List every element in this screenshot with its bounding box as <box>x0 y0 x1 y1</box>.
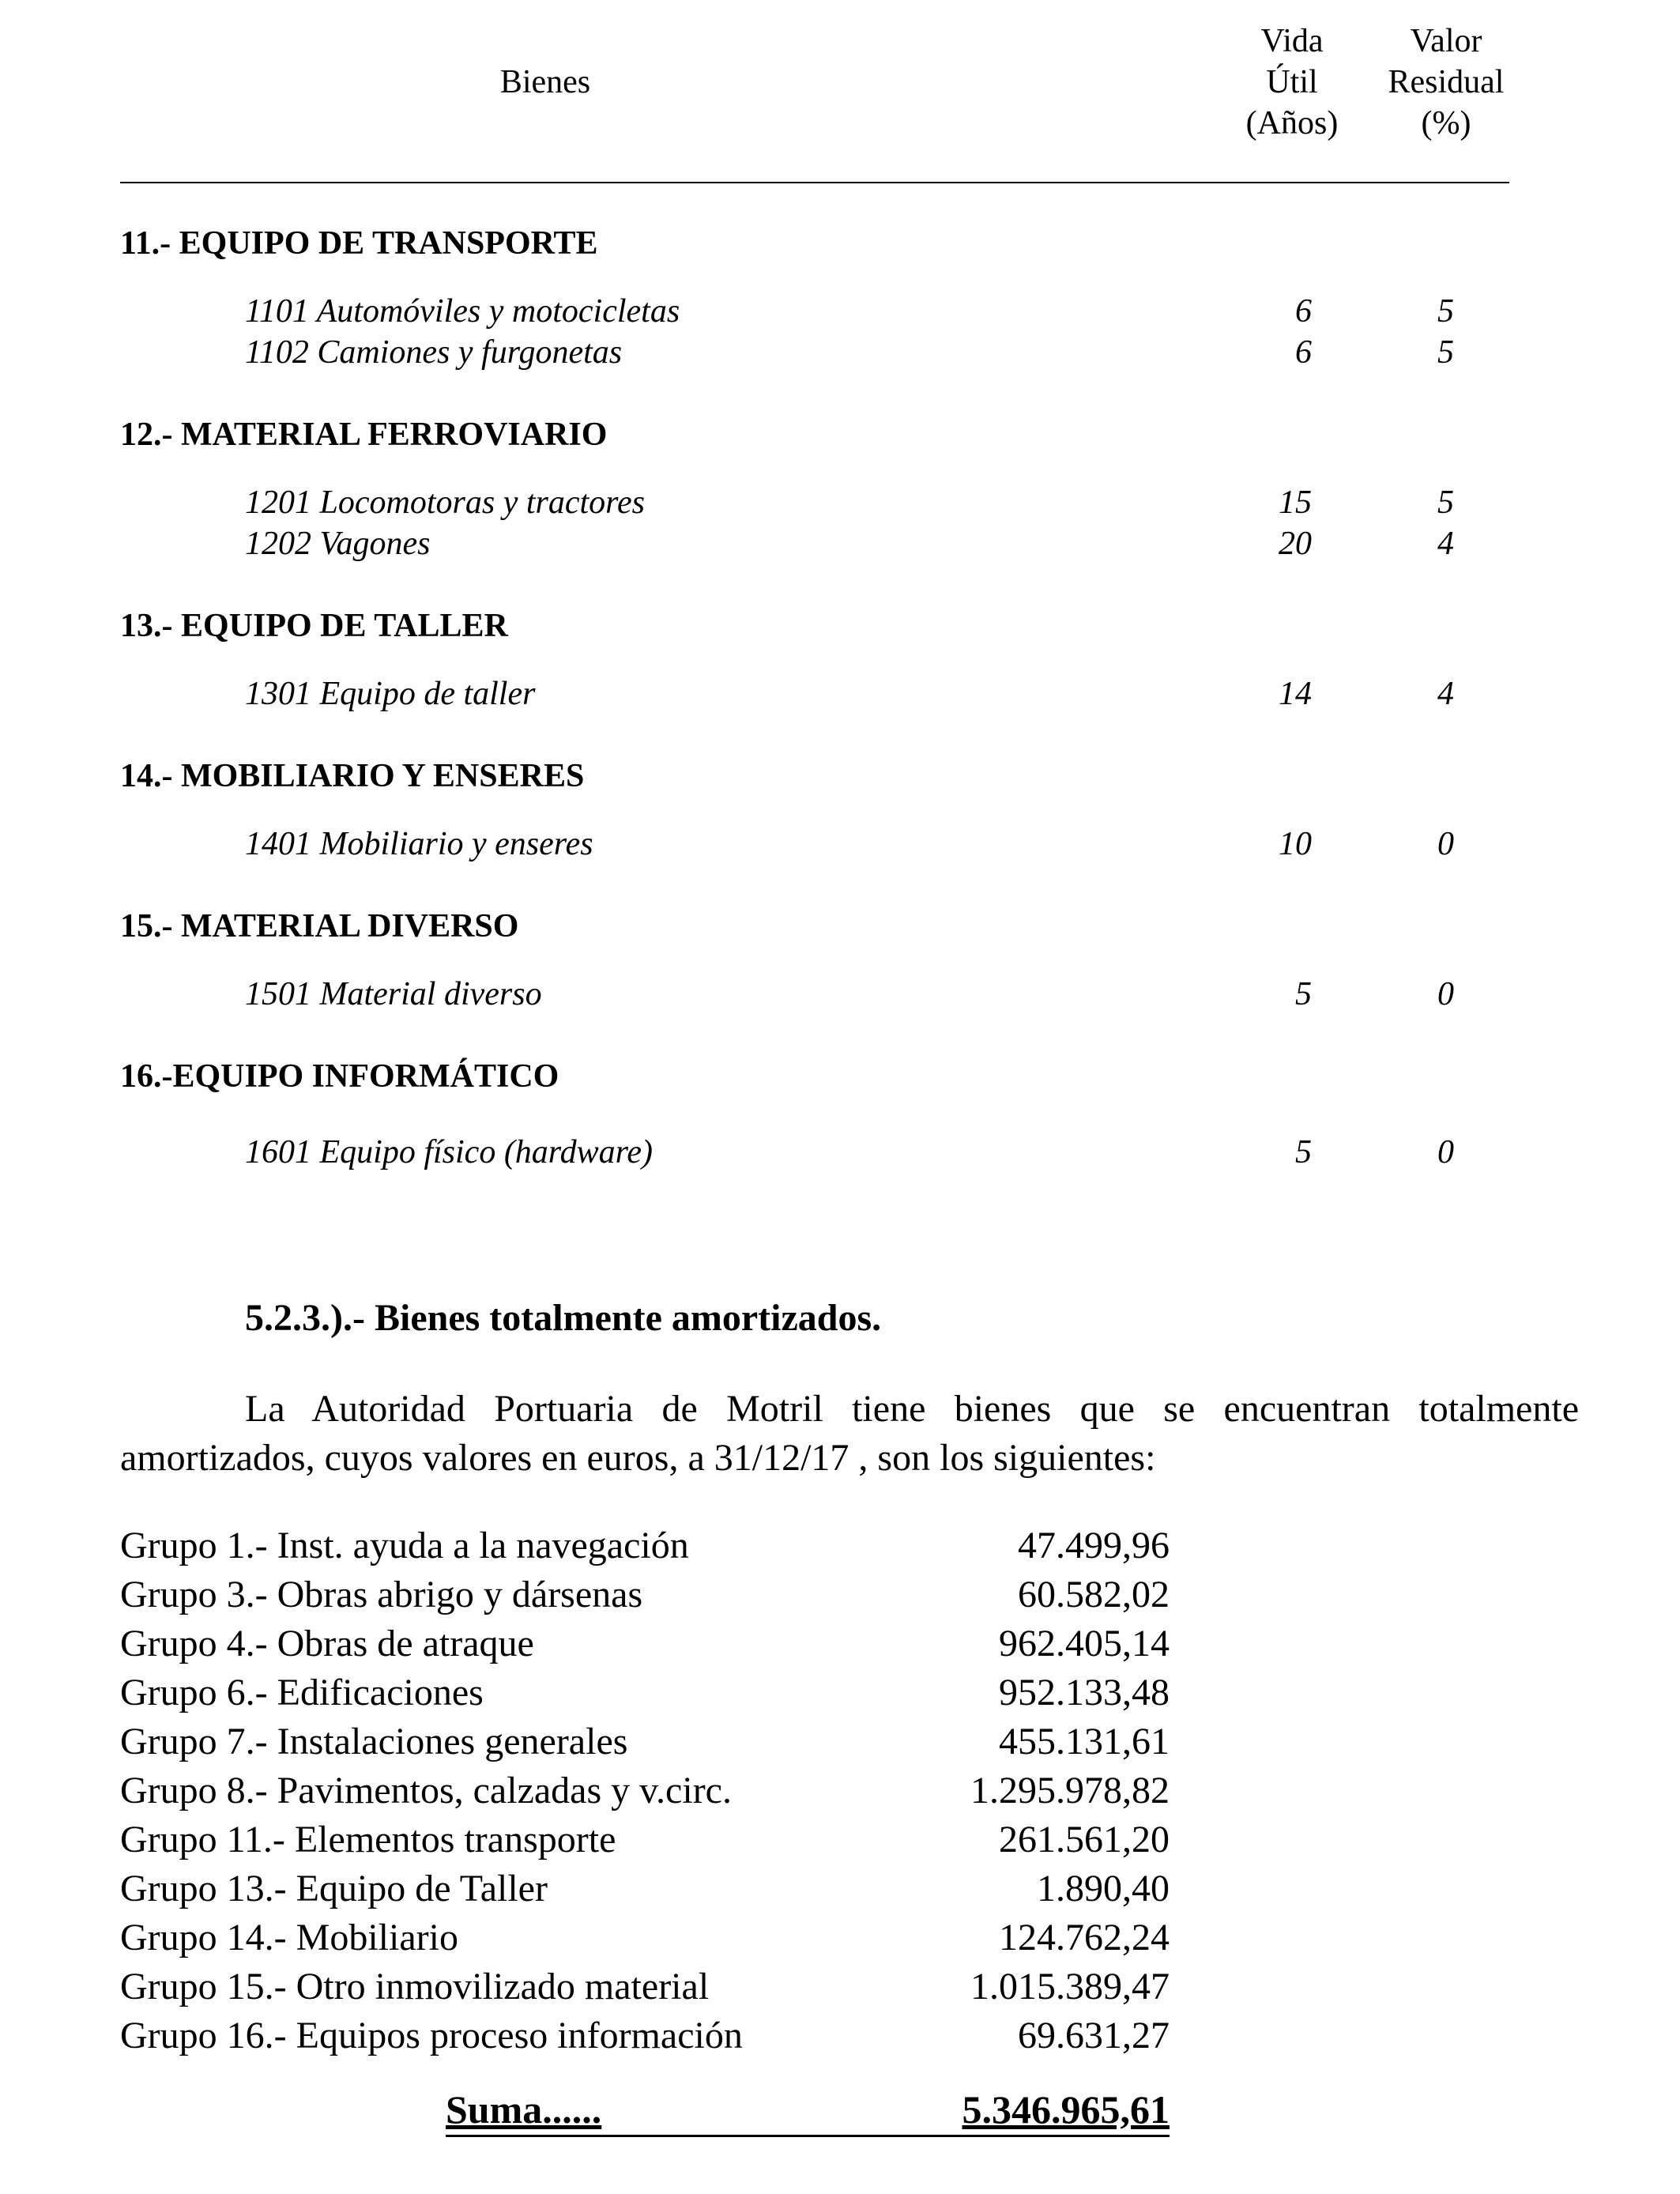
valor-residual-value: 0 <box>1437 826 1454 862</box>
total-value: 5.346.965,61 <box>962 2087 1170 2132</box>
total-underline <box>446 2135 1170 2137</box>
group-value: 60.582,02 <box>1018 1574 1170 1615</box>
subsection-title: 5.2.3.).- Bienes totalmente amortizados. <box>245 1297 882 1339</box>
group-label: Grupo 4.- Obras de atraque <box>120 1623 534 1664</box>
column-header-bienes: Bienes <box>499 64 591 100</box>
valor-residual-value: 5 <box>1437 484 1454 521</box>
section-title: 13.- EQUIPO DE TALLER <box>120 608 508 644</box>
vida-util-value: 5 <box>1295 976 1312 1012</box>
group-label: Grupo 11.- Elementos transporte <box>120 1819 616 1860</box>
table-row-label: 1601 Equipo físico (hardware) <box>245 1134 654 1171</box>
paragraph-line: amortizados, cuyos valores en euros, a 31/12/17 , son los siguientes: <box>120 1437 1156 1479</box>
group-label: Grupo 15.- Otro inmovilizado material <box>120 1966 710 2007</box>
column-header-vida-util <box>1217 21 1367 144</box>
table-row-label: 1301 Equipo de taller <box>245 676 536 712</box>
group-value: 962.405,14 <box>999 1623 1170 1664</box>
group-label: Grupo 8.- Pavimentos, calzadas y v.circ. <box>120 1770 732 1811</box>
group-label: Grupo 16.- Equipos proceso información <box>120 2015 743 2056</box>
group-value: 124.762,24 <box>999 1917 1170 1958</box>
group-label: Grupo 3.- Obras abrigo y dársenas <box>120 1574 643 1615</box>
valor-residual-value: 4 <box>1437 526 1454 562</box>
section-title: 12.- MATERIAL FERROVIARIO <box>120 417 608 453</box>
vida-util-value: 10 <box>1279 826 1312 862</box>
group-value: 69.631,27 <box>1018 2015 1170 2056</box>
group-value: 1.015.389,47 <box>970 1966 1170 2007</box>
group-value: 1.890,40 <box>1037 1868 1170 1909</box>
table-row-label: 1102 Camiones y furgonetas <box>245 334 623 371</box>
vida-util-value: 6 <box>1295 334 1312 371</box>
header-divider <box>120 182 1509 183</box>
section-title: 15.- MATERIAL DIVERSO <box>120 908 519 944</box>
group-value: 952.133,48 <box>999 1672 1170 1713</box>
group-value: 455.131,61 <box>999 1721 1170 1762</box>
vida-util-value: 6 <box>1295 293 1312 330</box>
valor-residual-value: 0 <box>1437 976 1454 1012</box>
header-line: (%) <box>1421 105 1471 141</box>
group-value: 47.499,96 <box>1018 1525 1170 1566</box>
column-header-valor-residual <box>1359 21 1533 144</box>
section-title: 11.- EQUIPO DE TRANSPORTE <box>120 225 598 262</box>
vida-util-value: 5 <box>1295 1134 1312 1171</box>
vida-util-value: 14 <box>1279 676 1312 712</box>
group-value: 261.561,20 <box>999 1819 1170 1860</box>
paragraph-line <box>120 1385 1579 1434</box>
table-row-label: 1202 Vagones <box>245 526 431 562</box>
valor-residual-value: 4 <box>1437 676 1454 712</box>
table-row-label: 1101 Automóviles y motocicletas <box>245 293 680 330</box>
valor-residual-value: 0 <box>1437 1134 1454 1171</box>
table-row-label: 1401 Mobiliario y enseres <box>245 826 593 862</box>
vida-util-value: 20 <box>1279 526 1312 562</box>
group-label: Grupo 6.- Edificaciones <box>120 1672 484 1713</box>
valor-residual-value: 5 <box>1437 293 1454 330</box>
table-row-label: 1501 Material diverso <box>245 976 542 1012</box>
header-line: Vida <box>1260 23 1324 59</box>
group-label: Grupo 13.- Equipo de Taller <box>120 1868 548 1909</box>
valor-residual-value: 5 <box>1437 334 1454 371</box>
paragraph-text: La Autoridad Portuaria de Motril tiene bienes que se encuentran totalmente <box>245 1388 1579 1430</box>
section-title: 16.-EQUIPO INFORMÁTICO <box>120 1058 559 1095</box>
header-line: (Años) <box>1245 105 1339 141</box>
group-label: Grupo 1.- Inst. ayuda a la navegación <box>120 1525 689 1566</box>
group-label: Grupo 14.- Mobiliario <box>120 1917 458 1958</box>
header-line: Residual <box>1388 64 1505 100</box>
group-label: Grupo 7.- Instalaciones generales <box>120 1721 628 1762</box>
header-line: Valor <box>1410 23 1482 59</box>
table-row-label: 1201 Locomotoras y tractores <box>245 484 645 521</box>
total-label: Suma...... <box>446 2087 602 2132</box>
section-title: 14.- MOBILIARIO Y ENSERES <box>120 758 585 794</box>
header-line: Útil <box>1266 64 1318 100</box>
vida-util-value: 15 <box>1279 484 1312 521</box>
group-value: 1.295.978,82 <box>970 1770 1170 1811</box>
